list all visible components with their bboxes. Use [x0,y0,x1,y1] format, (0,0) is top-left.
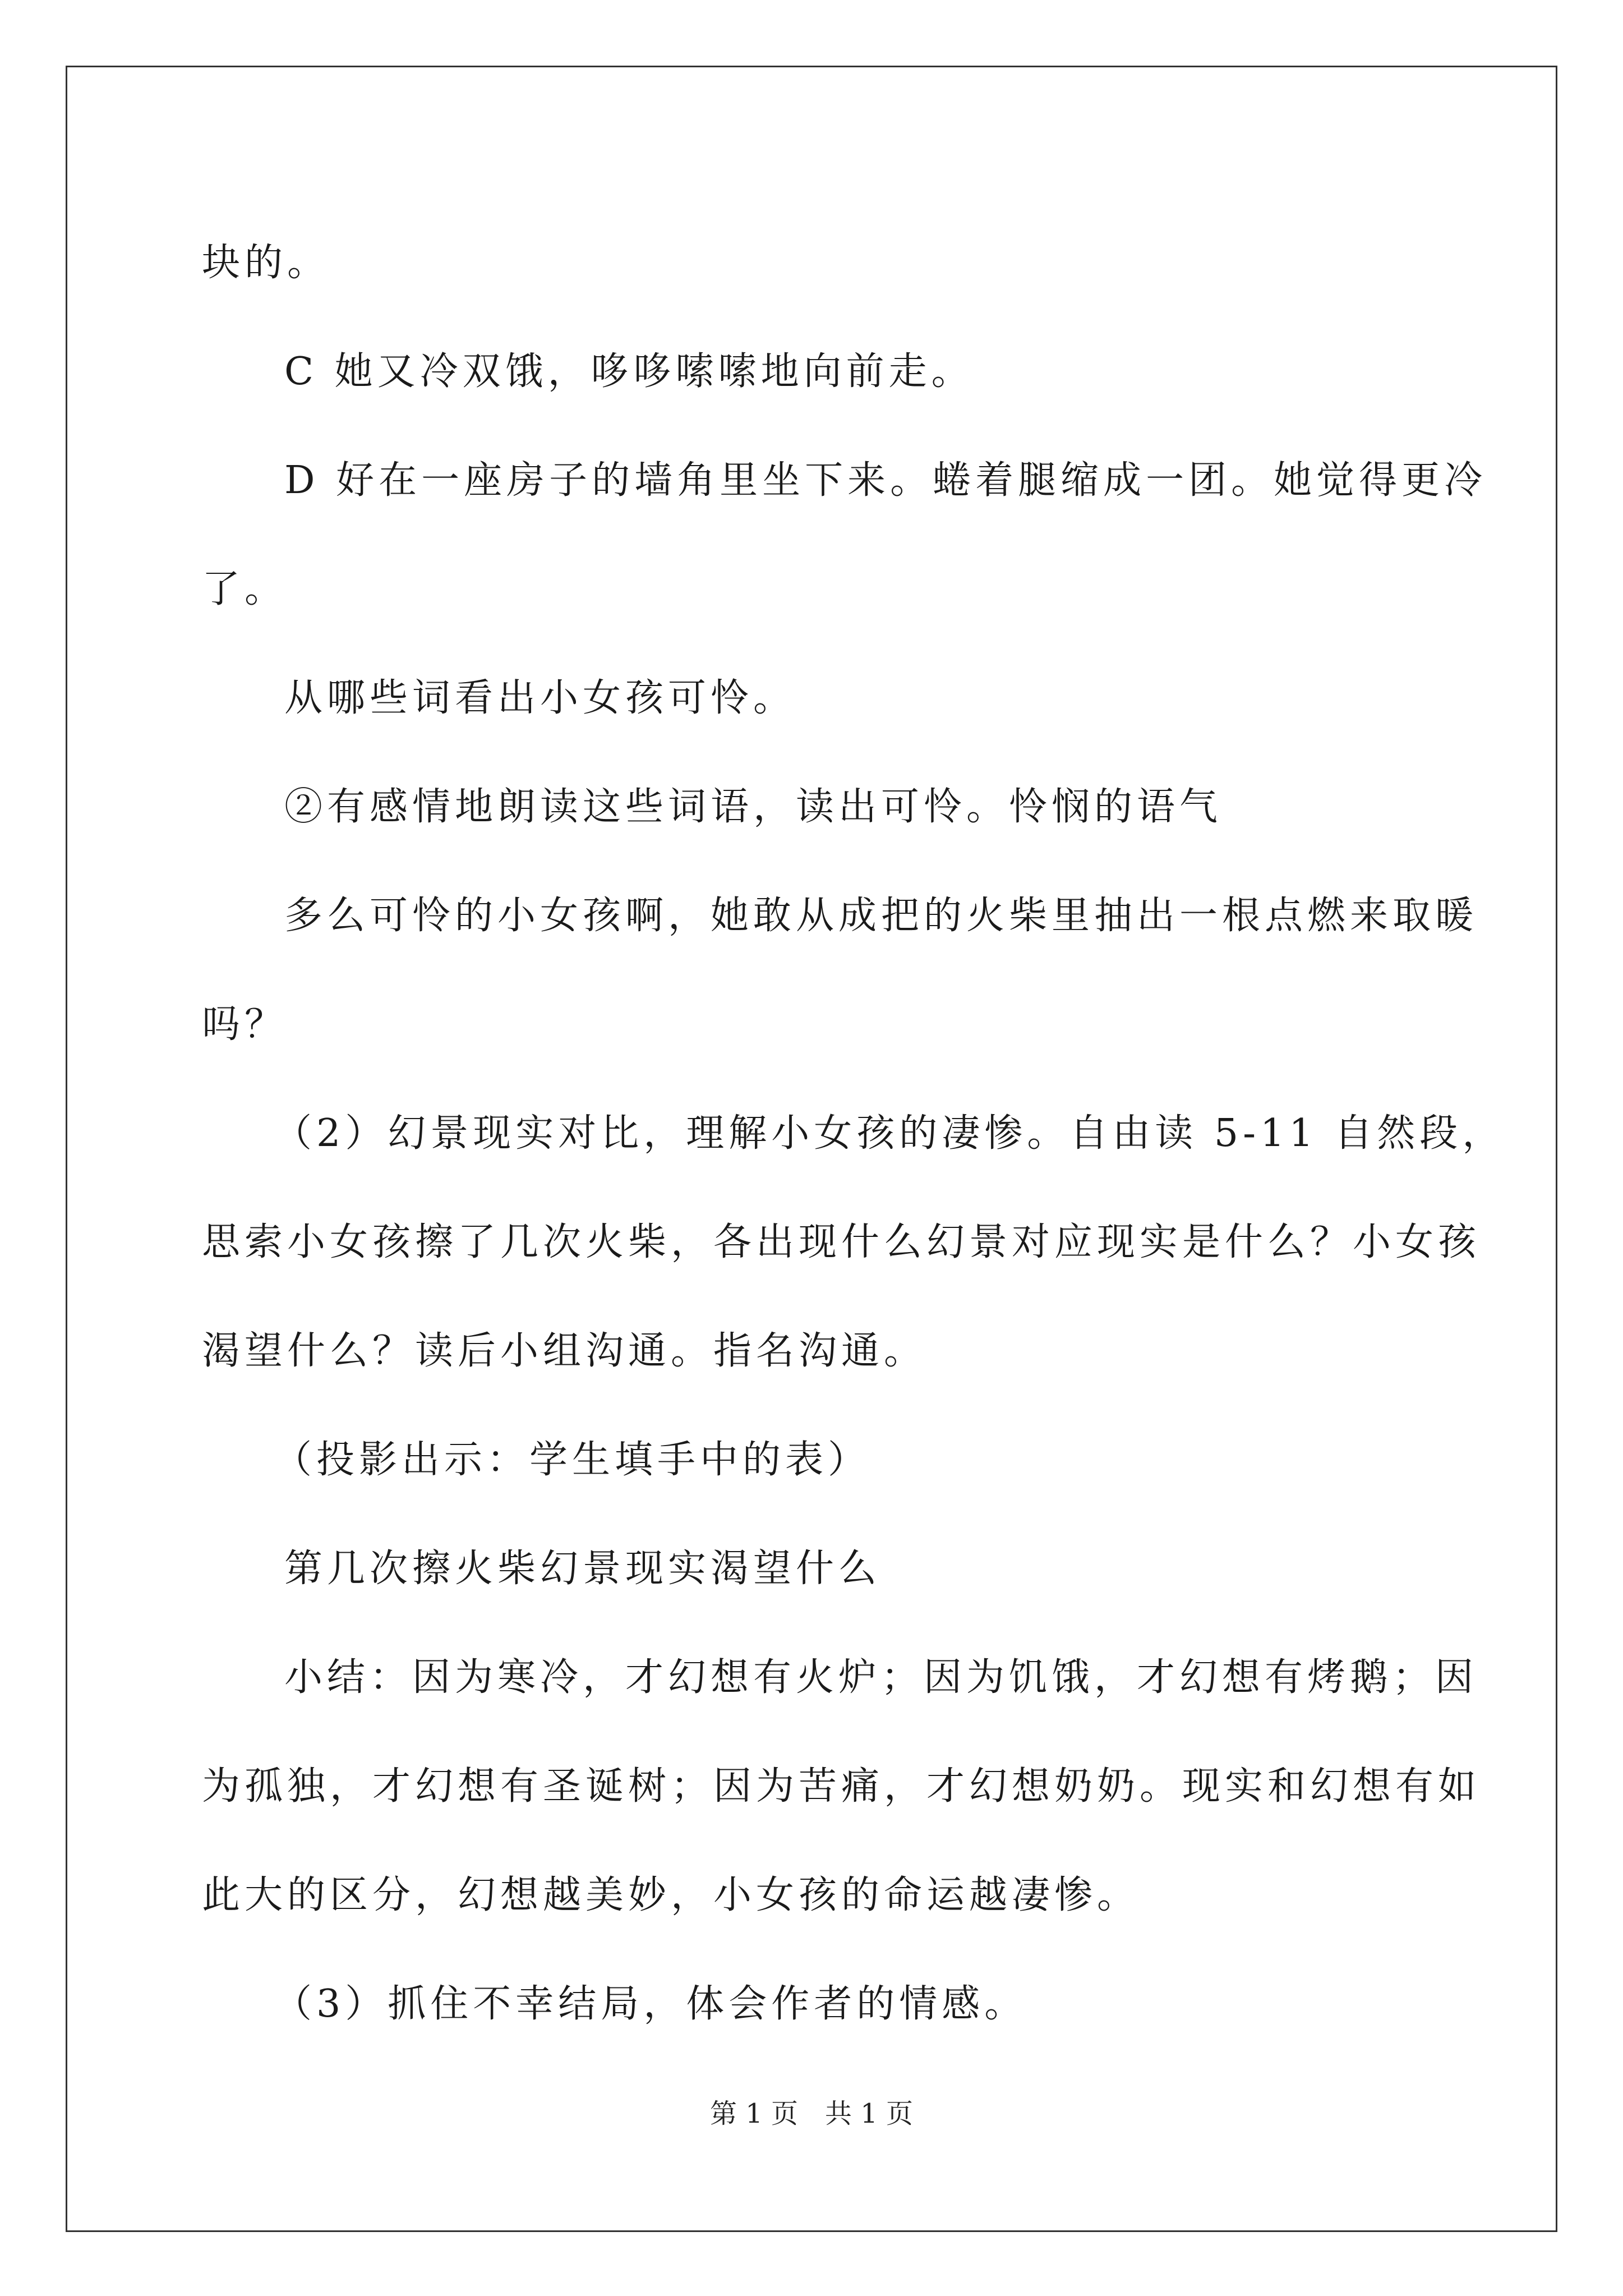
paragraph-line: （3）抓住不幸结局，体会作者的情感。 [274,1982,1027,2026]
paragraph-line: （投影出示：学生填手中的表） [274,1438,871,1482]
paragraph-line: 多么可怜的小女孩啊，她敢从成把的火柴里抽出一根点燃来取暖 [284,894,1478,938]
paragraph-line: ②有感情地朗读这些词语，读出可怜。怜悯的语气 [284,785,1223,829]
paragraph-line: 了。 [202,567,288,611]
page-number: 第 1 页 共 1 页 [709,2098,914,2129]
paragraph-line: 小结：因为寒冷，才幻想有火炉；因为饥饿，才幻想有烤鹅；因 [284,1655,1478,1700]
page-footer [0,2097,1623,2131]
paragraph-line: 为孤独，才幻想有圣诞树；因为苦痛，才幻想奶奶。现实和幻想有如 [202,1764,1481,1809]
paragraph-line: 吗？ [202,1002,288,1047]
paragraph-line: C 她又冷双饿，哆哆嗦嗦地向前走。 [284,349,974,394]
paragraph-line: 渴望什么？读后小组沟通。指名沟通。 [202,1329,927,1373]
paragraph-line: 此大的区分，幻想越美妙，小女孩的命运越凄惨。 [202,1873,1140,1917]
document-body [202,209,1505,2059]
paragraph-line: 块的。 [202,241,330,285]
paragraph-line: 思索小女孩擦了几次火柴，各出现什么幻景对应现实是什么？小女孩 [202,1220,1481,1264]
paragraph-line: D 好在一座房子的墙角里坐下来。蜷着腿缩成一团。她觉得更冷 [284,458,1487,503]
paragraph-line: 从哪些词看出小女孩可怜。 [284,676,796,720]
paragraph-line: （2）幻景现实对比，理解小女孩的凄惨。自由读 5-11 自然段， [274,1111,1505,1156]
paragraph-line: 第几次擦火柴幻景现实渴望什么 [284,1547,882,1591]
